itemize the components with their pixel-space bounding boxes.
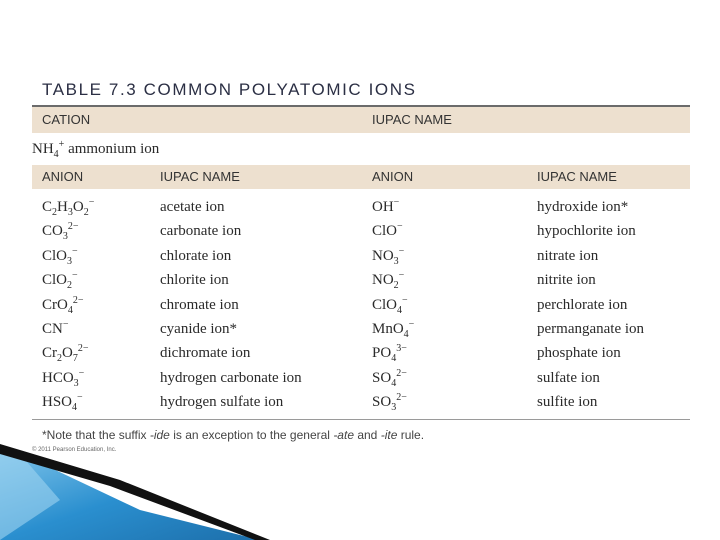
table-row <box>32 195 690 219</box>
anion-name: nitrite ion <box>537 272 596 289</box>
anion-header-1: ANION <box>42 169 84 184</box>
table-row <box>32 341 690 365</box>
cation-row <box>32 133 690 165</box>
anion-formula: $SO_3^{2-}$ <box>372 392 407 414</box>
anion-name: dichromate ion <box>160 345 251 362</box>
anion-header-2: ANION <box>372 169 414 184</box>
anion-formula: ClO$_3$− <box>42 245 78 267</box>
anion-formula: $HCO_3^-$ <box>42 367 85 389</box>
footnote-text: rule. <box>397 428 425 442</box>
anion-formula: $PO_4^{3-}$ <box>372 343 407 365</box>
cation-header: CATION <box>42 112 91 127</box>
anion-formula: $NO_2^-$ <box>372 270 405 292</box>
anion-name: hydrogen carbonate ion <box>160 369 302 386</box>
anion-name: hypochlorite ion <box>537 223 636 240</box>
anion-name: hydrogen sulfate ion <box>160 394 284 411</box>
footnote-ate: -ate <box>333 428 354 442</box>
anion-name: permanganate ion <box>537 320 645 337</box>
anion-name: sulfite ion <box>537 394 598 411</box>
footnote-text: *Note that the suffix <box>42 428 150 442</box>
anion-name: sulfate ion <box>537 369 600 386</box>
anion-name: acetate ion <box>160 199 225 215</box>
cation-name: ammonium ion <box>68 141 160 157</box>
anion-name: carbonate ion <box>160 223 242 240</box>
table-bottom-rule <box>32 419 690 420</box>
cation-formula: $NH_4^+$ <box>32 139 65 160</box>
cation-header-row <box>32 107 690 133</box>
table-row <box>32 293 690 317</box>
anion-name: phosphate ion <box>537 345 621 362</box>
anion-formula: $NO_3^-$ <box>372 245 405 267</box>
footnote-ide: -ide <box>149 428 170 442</box>
anion-name: cyanide ion* <box>160 320 238 337</box>
table-title: TABLE 7.3 COMMON POLYATOMIC IONS <box>42 80 417 99</box>
table-row <box>32 390 690 414</box>
anion-name: chlorate ion <box>160 247 232 264</box>
anion-formula: $C_2H_3O_2^-$ <box>42 197 95 218</box>
anion-formula: ClO$_2$− <box>42 270 78 292</box>
anion-iupac-header-2: IUPAC NAME <box>537 169 617 184</box>
anion-formula: $SO_4^{2-}$ <box>372 367 407 389</box>
anion-formula: $Cr_2O_7^{2-}$ <box>42 343 89 365</box>
anion-name: hydroxide ion* <box>537 199 629 215</box>
slide-corner-decoration <box>0 440 720 540</box>
anion-name: chromate ion <box>160 296 239 313</box>
anion-formula: CN− <box>42 318 69 337</box>
anion-iupac-header-1: IUPAC NAME <box>160 169 240 184</box>
anion-name: nitrate ion <box>537 247 599 264</box>
anion-formula: CrO$_4^{2-}$ <box>42 294 84 316</box>
table-row <box>32 268 690 292</box>
table-row <box>32 219 690 243</box>
table-row <box>32 366 690 390</box>
table-row <box>32 317 690 341</box>
table-row <box>32 244 690 268</box>
anion-name: chlorite ion <box>160 272 229 289</box>
footnote-ite: -ite <box>380 428 398 442</box>
polyatomic-ions-table <box>32 107 690 420</box>
anion-formula: $CO_3^{2-}$ <box>42 221 79 243</box>
anion-formula: ClO− <box>372 221 403 240</box>
anion-name: perchlorate ion <box>537 296 628 313</box>
anion-formula: $HSO_4^-$ <box>42 392 83 414</box>
anion-formula: ClO$_4$− <box>372 294 408 316</box>
anion-table-body <box>32 189 690 415</box>
copyright-notice: © 2011 Pearson Education, Inc. <box>32 447 117 453</box>
cation-iupac-header: IUPAC NAME <box>372 112 452 127</box>
footnote-text: is an exception to the general <box>169 428 334 442</box>
footnote-text: and <box>354 428 381 442</box>
anion-header-row <box>32 165 690 189</box>
anion-formula: MnO$_4$− <box>372 318 415 340</box>
anion-formula: OH− <box>372 197 400 215</box>
